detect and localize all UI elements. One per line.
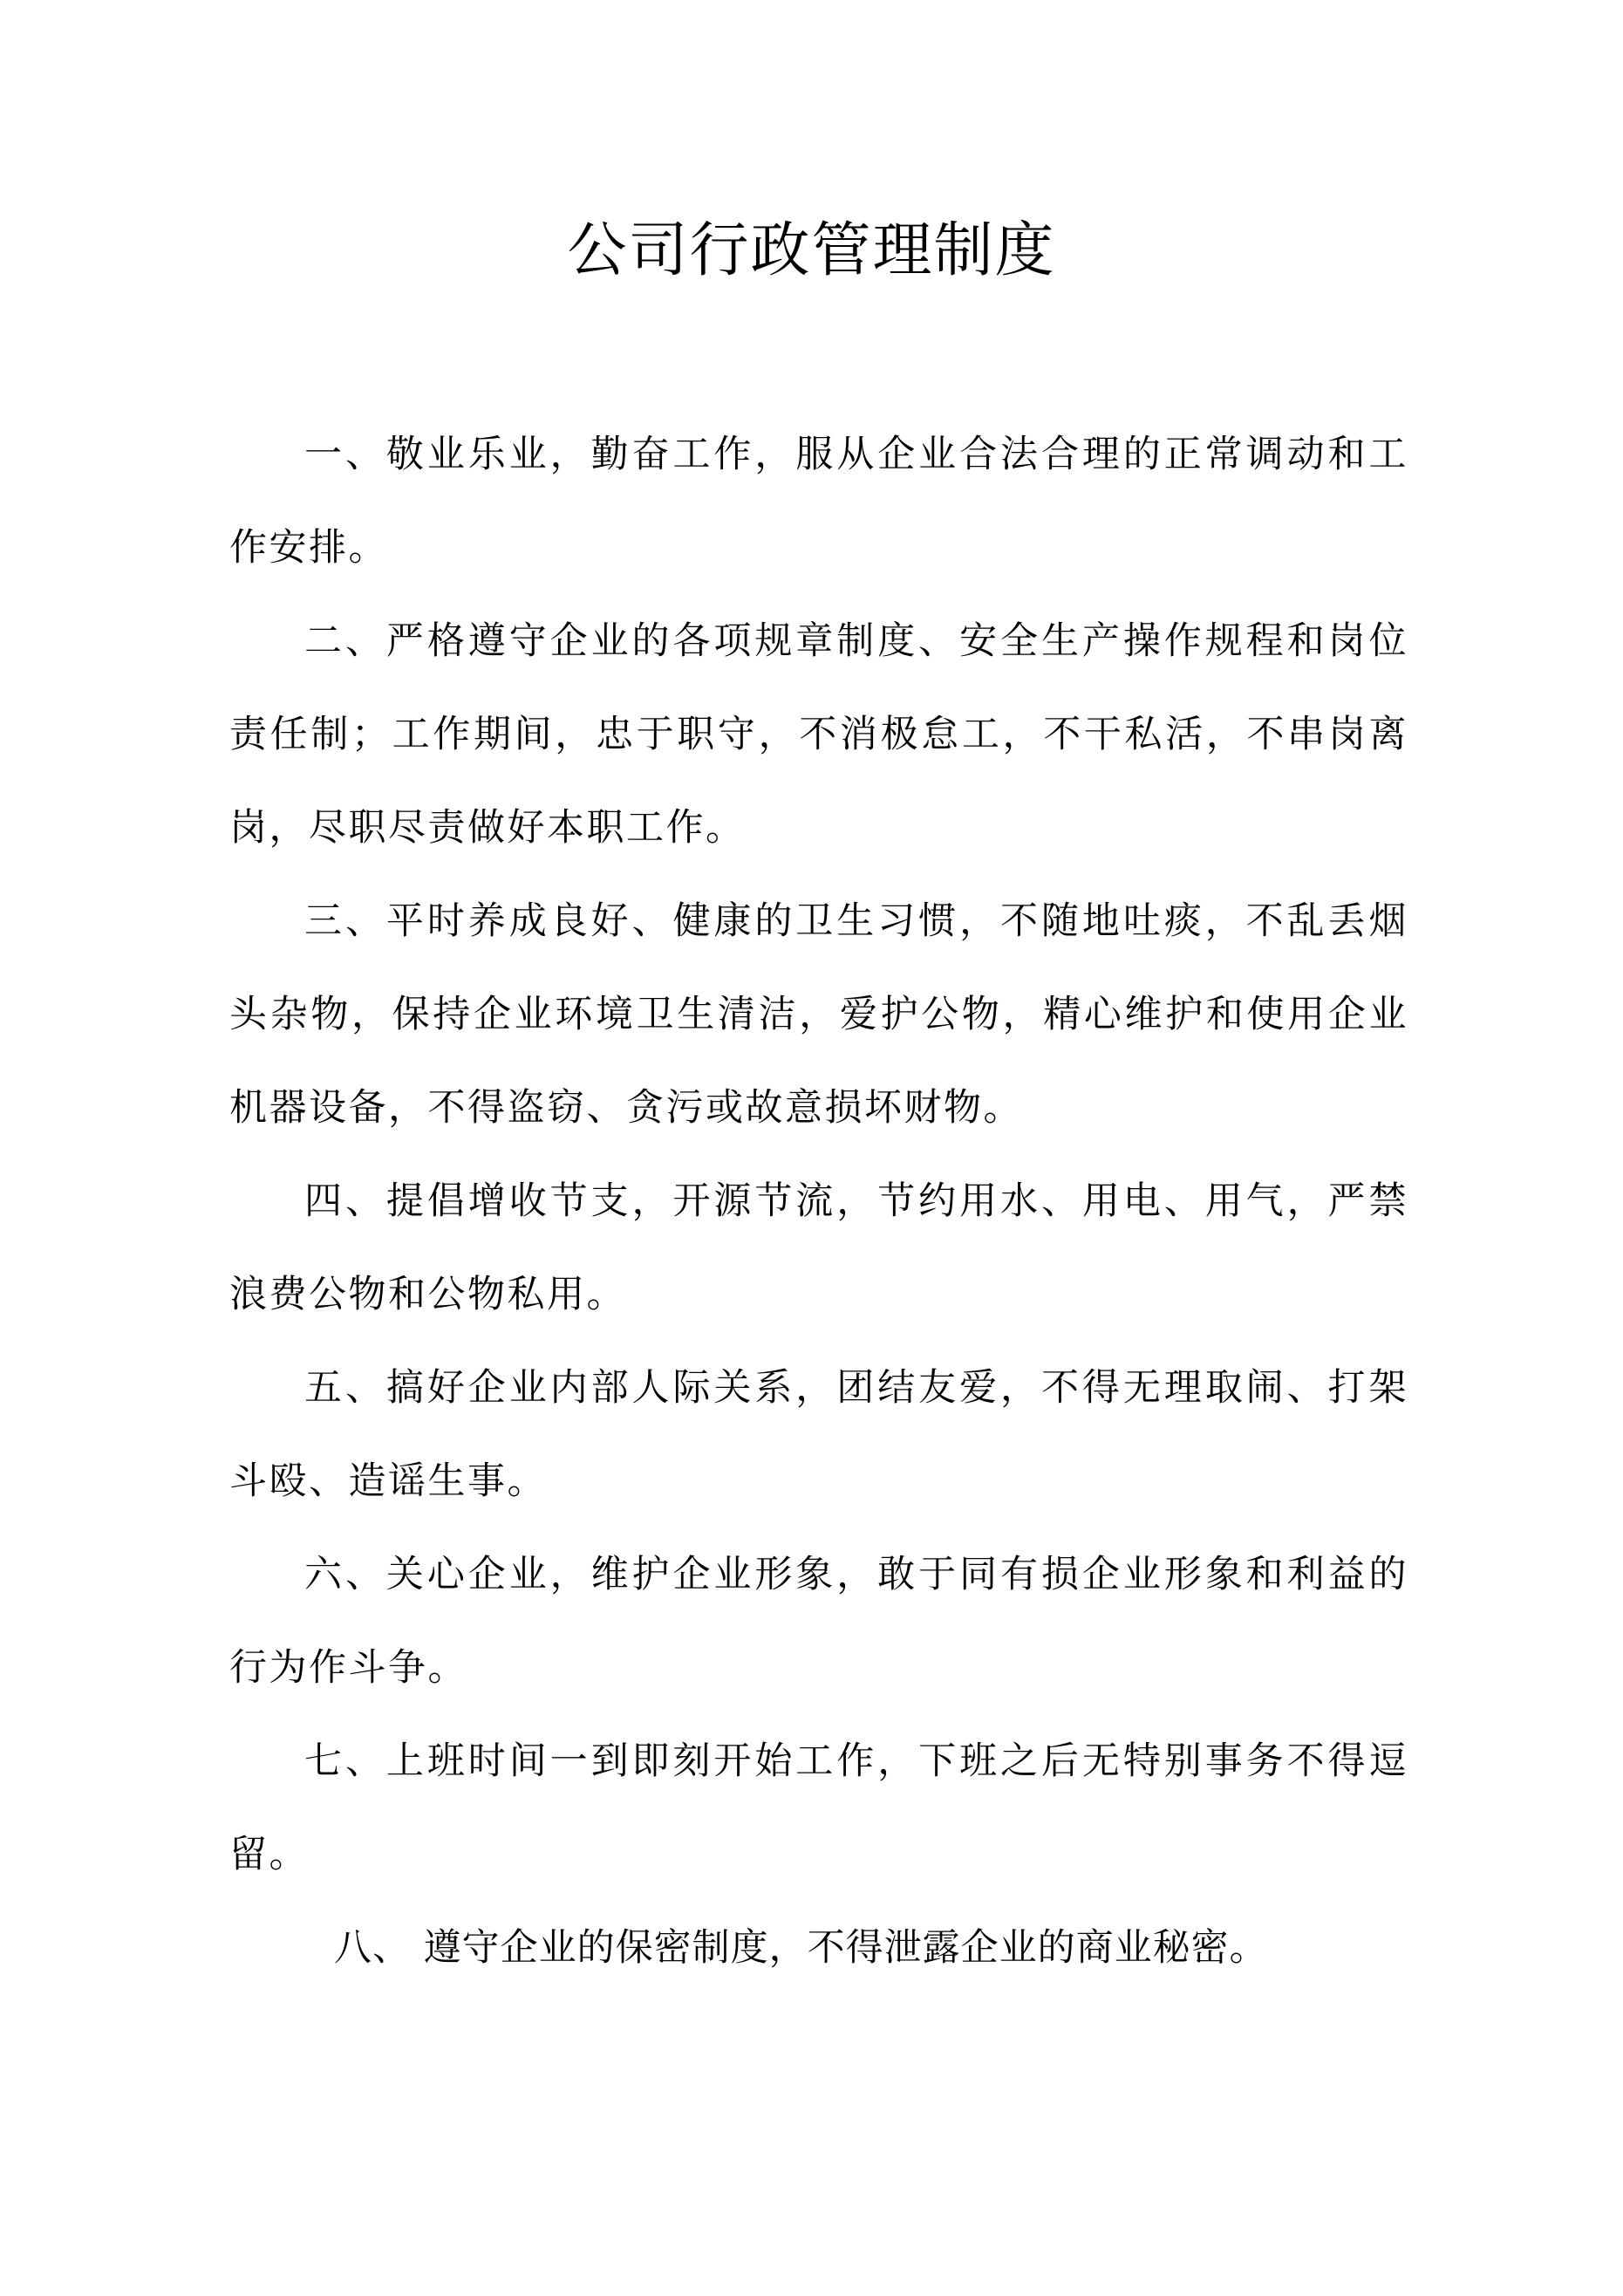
paragraph-7: 七、上班时间一到即刻开始工作，下班之后无特别事务不得逗留。 xyxy=(229,1739,1408,1876)
paragraph-6: 六、关心企业，维护企业形象，敢于同有损企业形象和利益的行为作斗争。 xyxy=(229,1553,1408,1690)
paragraph-3: 三、平时养成良好、健康的卫生习惯，不随地吐痰，不乱丢烟头杂物，保持企业环境卫生清洁，爱护公物，精心维护和使用企业机器设备，不得盗窃、贪污或故意损坏财物。 xyxy=(229,899,1408,1130)
paragraph-2: 二、严格遵守企业的各项规章制度、安全生产操作规程和岗位责任制；工作期间，忠于职守，不消极怠工，不干私活，不串岗离岗，尽职尽责做好本职工作。 xyxy=(229,619,1408,850)
paragraph-1: 一、敬业乐业，勤奋工作，服从企业合法合理的正常调动和工作安排。 xyxy=(229,433,1408,570)
document-body xyxy=(229,408,1408,1995)
document-title: 公司行政管理制度 xyxy=(567,216,1056,285)
paragraph-5: 五、搞好企业内部人际关系，团结友爱，不得无理取闹、打架斗殴、造谣生事。 xyxy=(229,1366,1408,1503)
paragraph-8: 八、 遵守企业的保密制度，不得泄露企业的商业秘密。 xyxy=(334,1926,1268,1970)
paragraph-4: 四、提倡增收节支，开源节流，节约用水、用电、用气，严禁浪费公物和公物私用。 xyxy=(229,1179,1408,1316)
